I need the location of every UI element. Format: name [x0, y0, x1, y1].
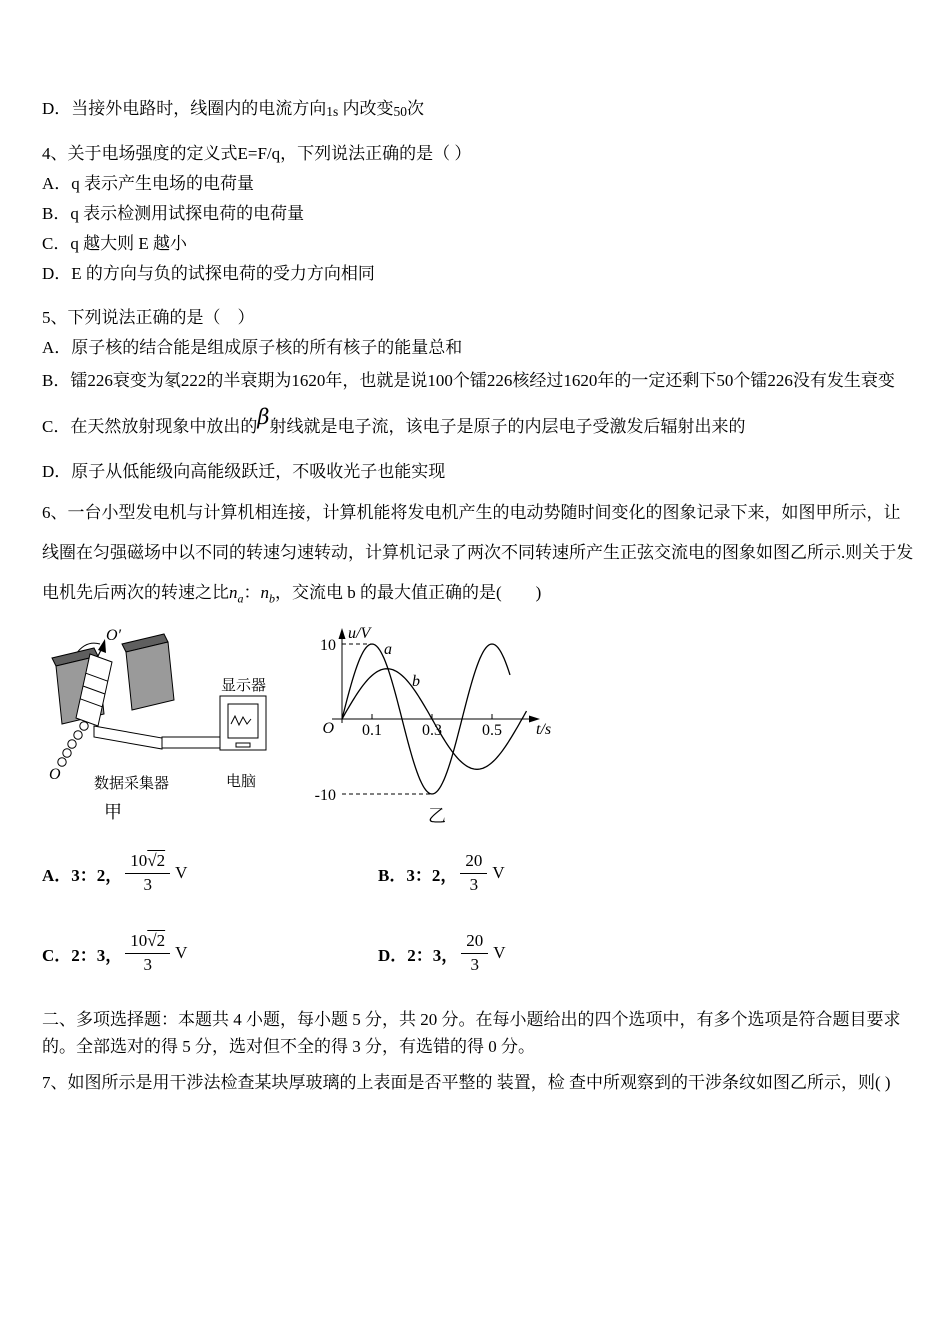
- denominator: 3: [143, 955, 152, 975]
- display-label: 显示器: [221, 678, 267, 695]
- denominator: 3: [470, 955, 480, 975]
- q6-stem-post: ，交流电 b 的最大值正确的是( ): [275, 583, 542, 602]
- y-axis-label: u/V: [348, 625, 371, 643]
- q6-option-d: [378, 924, 914, 982]
- q7-stem: 7、如图所示是用干涉法检查某块厚玻璃的上表面是否平整的 装置，检 查中所观察到的干涉条纹如图乙所示，则( ): [42, 1073, 891, 1093]
- ratio-colon: ：: [243, 583, 261, 602]
- denominator: 3: [469, 875, 479, 895]
- x-tick-0.1: 0.1: [362, 722, 382, 740]
- o-label: O: [49, 766, 61, 784]
- q5-option-a: A．原子核的结合能是组成原子核的所有核子的能量总和: [42, 338, 463, 357]
- denominator: 3: [143, 875, 152, 895]
- unit: V: [492, 863, 505, 883]
- unit: V: [175, 863, 188, 883]
- q6-option-a-label: A．3：2，: [42, 865, 123, 885]
- fraction: [460, 850, 487, 896]
- collector-label: 数据采集器: [94, 776, 170, 793]
- q5-option-c-post: 射线就是电子流，该电子是原子的内层电子受激发后辐射出来的: [269, 417, 746, 436]
- unit: V: [493, 943, 506, 963]
- y-max-label: 10: [320, 637, 336, 655]
- unit: V: [175, 943, 188, 963]
- waveform-graph-figure: [292, 622, 562, 837]
- axis-arrowhead: [98, 639, 106, 653]
- var-n-a: n: [229, 583, 238, 602]
- var-n-b: n: [260, 583, 269, 602]
- q4-stem: 4、关于电场强度的定义式E=F/q，下列说法正确的是（ ）: [42, 144, 472, 163]
- prev-option-d-mid: 内改变: [338, 99, 394, 118]
- fraction: [125, 930, 170, 976]
- fraction: [125, 850, 170, 896]
- exam-page: [42, 94, 914, 1098]
- formula-50: 50: [393, 104, 408, 119]
- numerator: 20: [466, 931, 484, 951]
- computer-label: 电脑: [226, 774, 257, 791]
- q4-option-d: D．E 的方向与负的试探电荷的受力方向相同: [42, 264, 375, 283]
- o-prime-label: O′: [106, 627, 122, 645]
- q5-option-c-pre: C．在天然放射现象中放出的: [42, 417, 258, 436]
- y-min-label: -10: [314, 787, 336, 805]
- formula-1s: 1s: [326, 104, 339, 119]
- origin-label: O: [322, 720, 334, 738]
- x-tick-0.5: 0.5: [482, 722, 502, 740]
- prev-option-d-post: 次: [407, 99, 425, 118]
- figure-jia-caption: 甲: [104, 802, 122, 823]
- q4-option-c: C．q 越大则 E 越小: [42, 234, 187, 253]
- q6-option-d-label: D．2：3，: [378, 945, 459, 965]
- section2-heading: 二、多项选择题：本题共 4 小题，每小题 5 分，共 20 分。在每小题给出的四个选项中，有多个选项是符合题目要求的。全部选对的得 5 分，选对但不全的得 3 分，有选错的得 0 分。: [42, 1010, 901, 1057]
- curve-b-label: b: [412, 673, 420, 691]
- fraction: [461, 930, 488, 976]
- q6-option-c: [42, 924, 378, 982]
- magnet-right: [122, 634, 174, 710]
- prev-option-d: [42, 94, 914, 125]
- q5-option-d: D．原子从低能级向高能级跃迁，不吸收光子也能实现: [42, 462, 446, 481]
- numerator: 10: [130, 851, 148, 871]
- q6-options: [42, 844, 914, 982]
- q6-stem-text: 6、一台小型发电机与计算机相连接，计算机能将发电机产生的电动势随时间变化的图象记录下来，如图甲所示，让线圈在匀强磁场中以不同的转速匀速转动，计算机记录了两次不同转速所产生正弦交流电的图象如图乙所示.则关于发电机先后两次的转速之比: [42, 503, 914, 602]
- x-tick-0.3: 0.3: [422, 722, 442, 740]
- numerator: 20: [465, 851, 483, 871]
- q6-option-c-label: C．2：3，: [42, 945, 123, 965]
- q5-stem: 5、下列说法正确的是（ ）: [42, 308, 255, 327]
- radical: √2: [147, 931, 166, 951]
- q6-figure: [42, 622, 914, 828]
- numerator: 10: [130, 931, 148, 951]
- y-arrowhead: [339, 628, 346, 639]
- x-axis-label: t/s: [536, 721, 552, 739]
- monitor: [220, 696, 266, 750]
- data-collector: [94, 726, 222, 749]
- q6-option-a: [42, 844, 378, 902]
- radical: √2: [147, 851, 166, 871]
- q4-option-b: B．q 表示检测用试探电荷的电荷量: [42, 204, 305, 223]
- var-n-b-sub: b: [269, 591, 275, 606]
- prev-option-d-text: D．当接外电路时，线圈内的电流方向: [42, 99, 327, 118]
- q6-stem: [42, 493, 914, 618]
- var-n-a-sub: a: [237, 591, 244, 606]
- q4-option-a: A．q 表示产生电场的电荷量: [42, 174, 255, 193]
- curve-a-label: a: [384, 641, 392, 659]
- q5-option-b: B．镭226衰变为氡222的半衰期为1620年，也就是说100个镭226核经过1620年的一定还剩下50个镭226没有发生衰变: [42, 371, 895, 390]
- wire-chain: [58, 722, 88, 766]
- figure-yi-caption: 乙: [428, 806, 446, 827]
- q5-option-c: [42, 403, 914, 449]
- beta-symbol: β: [257, 405, 270, 429]
- q6-option-b-label: B．3：2，: [378, 865, 458, 885]
- q6-option-b: [378, 844, 914, 902]
